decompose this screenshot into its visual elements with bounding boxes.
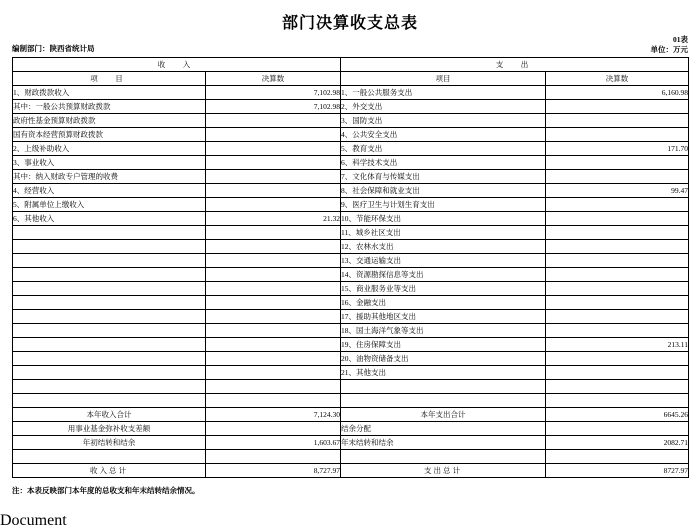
summary-row [13, 408, 689, 422]
grand-total-row [13, 464, 689, 478]
table-row [13, 240, 689, 254]
table-row [13, 338, 689, 352]
expense-item-label: 13、交通运输支出 [341, 254, 546, 268]
expense-group-header: 支 出 [341, 58, 689, 72]
expense-item-label: 10、节能环保支出 [341, 212, 546, 226]
spacer-row [13, 450, 689, 464]
expense-item-value [546, 198, 689, 212]
spacer-cell [341, 450, 546, 464]
summary-expense-label: 年末结转和结余 [341, 436, 546, 450]
table-row [13, 114, 689, 128]
summary-expense-label: 本年支出合计 [341, 408, 546, 422]
expense-value-header: 决算数 [546, 72, 689, 86]
income-item-label [13, 240, 206, 254]
income-item-value [206, 380, 341, 394]
income-item-value [206, 324, 341, 338]
table-row [13, 310, 689, 324]
table-row [13, 100, 689, 114]
expense-item-label [341, 394, 546, 408]
summary-income-label: 用事业基金弥补收支差额 [13, 422, 206, 436]
income-item-value [206, 240, 341, 254]
footnote: 注：本表反映部门本年度的总收支和年末结转结余情况。 [12, 486, 200, 496]
expense-item-value: 6,160.98 [546, 86, 689, 100]
column-header-row [13, 72, 689, 86]
income-item-value [206, 338, 341, 352]
budget-table [12, 57, 689, 478]
income-item-label [13, 310, 206, 324]
table-row [13, 128, 689, 142]
table-number: 01表 [673, 35, 688, 44]
expense-item-label: 5、教育支出 [341, 142, 546, 156]
table-row [13, 142, 689, 156]
income-item-label [13, 282, 206, 296]
expense-item-label: 2、外交支出 [341, 100, 546, 114]
income-value-header: 决算数 [206, 72, 341, 86]
income-item-label: 5、附属单位上缴收入 [13, 198, 206, 212]
expense-item-value [546, 324, 689, 338]
table-row [13, 324, 689, 338]
table-row [13, 380, 689, 394]
spacer-cell [546, 450, 689, 464]
income-item-value [206, 310, 341, 324]
department-label: 编制部门：陕西省统计局 [12, 44, 95, 54]
income-item-value [206, 352, 341, 366]
expense-item-label: 7、文化体育与传媒支出 [341, 170, 546, 184]
expense-item-label: 18、国土海洋气象等支出 [341, 324, 546, 338]
summary-row [13, 422, 689, 436]
table-row [13, 226, 689, 240]
income-item-label: 1、财政拨款收入 [13, 86, 206, 100]
expense-item-label: 15、商业服务业等支出 [341, 282, 546, 296]
expense-item-value [546, 114, 689, 128]
table-row [13, 366, 689, 380]
unit-label: 单位：万元 [650, 45, 688, 55]
spacer-cell [13, 450, 206, 464]
grand-total-expense-label: 支出总计 [341, 464, 546, 478]
expense-item-value [546, 310, 689, 324]
income-item-label [13, 338, 206, 352]
expense-item-label: 11、城乡社区支出 [341, 226, 546, 240]
income-item-label [13, 366, 206, 380]
grand-total-income-label: 收入总计 [13, 464, 206, 478]
expense-item-value [546, 226, 689, 240]
income-item-label [13, 394, 206, 408]
table-row [13, 212, 689, 226]
income-item-value [206, 254, 341, 268]
expense-item-value [546, 282, 689, 296]
spacer-cell [206, 450, 341, 464]
expense-item-label: 20、油物资储备支出 [341, 352, 546, 366]
income-item-value [206, 184, 341, 198]
expense-item-value [546, 296, 689, 310]
expense-item-value [546, 380, 689, 394]
expense-item-label [341, 380, 546, 394]
income-item-value: 7,102.98 [206, 100, 341, 114]
income-item-label [13, 352, 206, 366]
table-row [13, 86, 689, 100]
group-header-row [13, 58, 689, 72]
expense-item-value [546, 170, 689, 184]
expense-item-label: 4、公共安全支出 [341, 128, 546, 142]
summary-income-value: 1,603.67 [206, 436, 341, 450]
income-item-label: 政府性基金预算财政拨款 [13, 114, 206, 128]
expense-item-header: 项目 [341, 72, 546, 86]
summary-income-value: 7,124.30 [206, 408, 341, 422]
income-item-value [206, 268, 341, 282]
expense-item-value [546, 240, 689, 254]
expense-item-value [546, 128, 689, 142]
income-item-value [206, 296, 341, 310]
expense-item-label: 3、国防支出 [341, 114, 546, 128]
income-item-label [13, 254, 206, 268]
summary-expense-label: 结余分配 [341, 422, 546, 436]
summary-expense-value [546, 422, 689, 436]
income-item-label [13, 268, 206, 282]
income-item-value: 21.32 [206, 212, 341, 226]
income-item-value [206, 282, 341, 296]
income-item-value [206, 128, 341, 142]
expense-item-value [546, 366, 689, 380]
income-item-value [206, 366, 341, 380]
income-item-label: 4、经营收入 [13, 184, 206, 198]
expense-item-value [546, 212, 689, 226]
expense-item-value [546, 156, 689, 170]
grand-total-income-value: 8,727.97 [206, 464, 341, 478]
table-row [13, 254, 689, 268]
summary-expense-value: 2082.71 [546, 436, 689, 450]
income-item-value [206, 394, 341, 408]
income-group-header: 收 入 [13, 58, 341, 72]
expense-item-label: 14、资源勘探信息等支出 [341, 268, 546, 282]
summary-expense-value: 6645.26 [546, 408, 689, 422]
income-item-label: 其中：纳入财政专户管理的收费 [13, 170, 206, 184]
income-item-label [13, 324, 206, 338]
expense-item-value [546, 254, 689, 268]
expense-item-label: 9、医疗卫生与计划生育支出 [341, 198, 546, 212]
summary-row [13, 436, 689, 450]
expense-item-label: 6、科学技术支出 [341, 156, 546, 170]
table-row [13, 296, 689, 310]
income-item-label: 3、事业收入 [13, 156, 206, 170]
income-item-label: 国有资本经营预算财政拨款 [13, 128, 206, 142]
income-item-label: 6、其他收入 [13, 212, 206, 226]
income-item-value [206, 156, 341, 170]
page-title: 部门决算收支总表 [281, 15, 418, 32]
income-item-label [13, 296, 206, 310]
expense-item-value [546, 394, 689, 408]
expense-item-value: 99.47 [546, 184, 689, 198]
expense-item-label: 12、农林水支出 [341, 240, 546, 254]
expense-item-value: 213.11 [546, 338, 689, 352]
expense-item-label: 16、金融支出 [341, 296, 546, 310]
income-item-value [206, 198, 341, 212]
table-row [13, 352, 689, 366]
table-row [13, 268, 689, 282]
expense-item-label: 17、援助其他地区支出 [341, 310, 546, 324]
expense-item-value [546, 352, 689, 366]
income-item-header: 项 目 [13, 72, 206, 86]
income-item-value [206, 114, 341, 128]
expense-item-value [546, 100, 689, 114]
income-item-label [13, 380, 206, 394]
document-meta [0, 35, 700, 55]
table-row [13, 156, 689, 170]
income-item-value [206, 226, 341, 240]
income-item-label: 其中：一般公共预算财政拨款 [13, 100, 206, 114]
table-row [13, 282, 689, 296]
meta-right-block [651, 35, 689, 55]
income-item-label [13, 226, 206, 240]
expense-item-label: 19、住房保障支出 [341, 338, 546, 352]
income-item-value: 7,102.98 [206, 86, 341, 100]
table-row [13, 394, 689, 408]
income-item-value [206, 170, 341, 184]
income-item-label: 2、上级补助收入 [13, 142, 206, 156]
expense-item-label: 21、其他支出 [341, 366, 546, 380]
summary-income-value [206, 422, 341, 436]
expense-item-label: 8、社会保障和就业支出 [341, 184, 546, 198]
expense-item-value: 171.70 [546, 142, 689, 156]
income-item-value [206, 142, 341, 156]
table-row [13, 198, 689, 212]
summary-income-label: 年初结转和结余 [13, 436, 206, 450]
grand-total-expense-value: 8727.97 [546, 464, 689, 478]
table-row [13, 184, 689, 198]
expense-item-label: 1、一般公共服务支出 [341, 86, 546, 100]
expense-item-value [546, 268, 689, 282]
table-row [13, 170, 689, 184]
summary-income-label: 本年收入合计 [13, 408, 206, 422]
